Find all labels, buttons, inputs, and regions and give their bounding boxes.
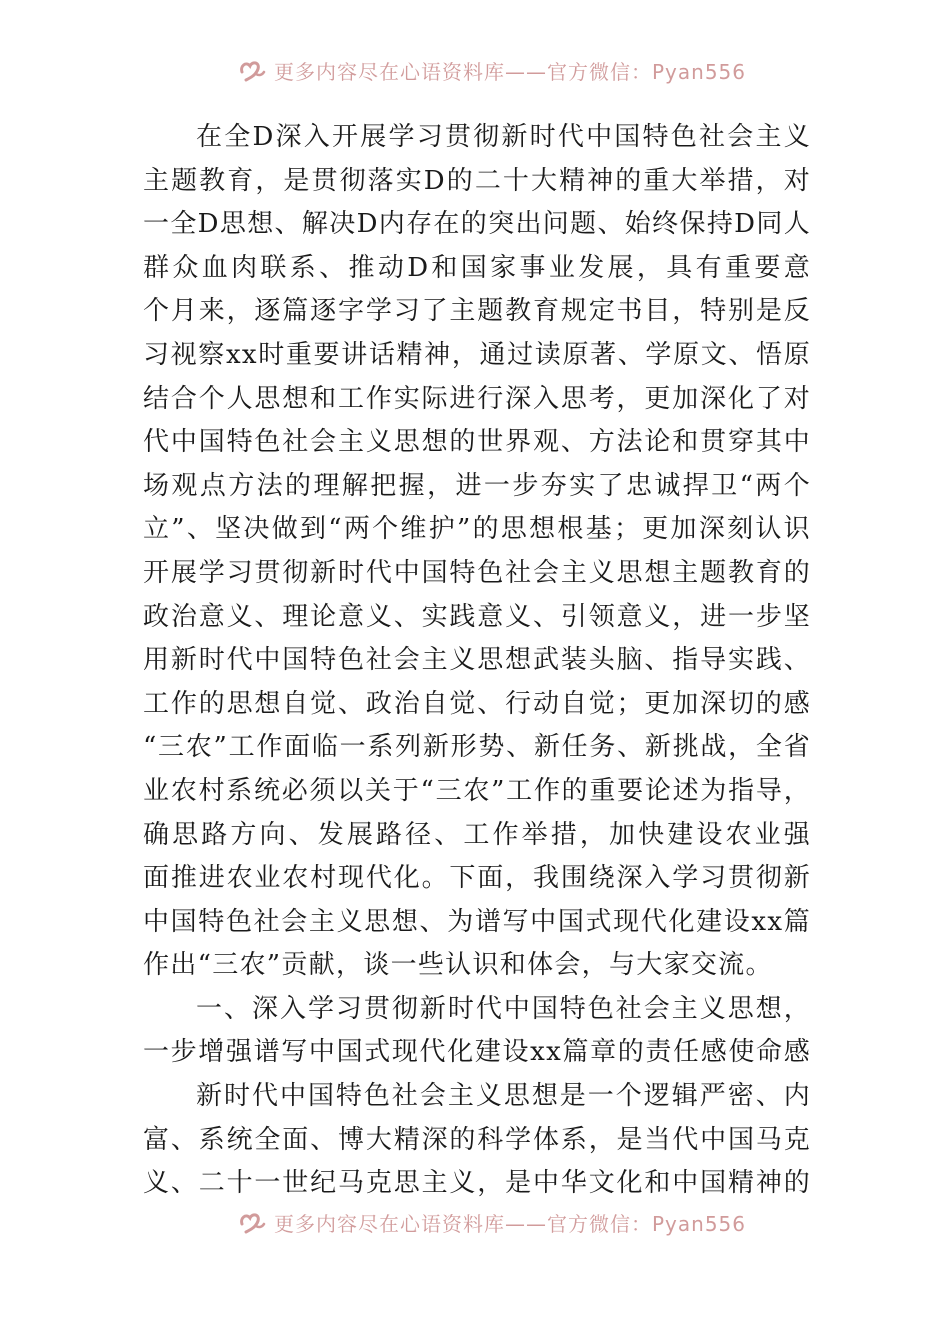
body-line: 开展学习贯彻新时代中国特色社会主义思想主题教育的 [143,557,811,588]
body-line: 工作的思想自觉、政治自觉、行动自觉；更加深切的感 [143,688,811,719]
body-line: 作出“三农”贡献，谈一些认识和体会，与大家交流。 [143,950,773,981]
body-line: 政治意义、理论意义、实践意义、引领意义，进一步坚 [143,601,811,632]
body-line: 富、系统全面、博大精深的科学体系，是当代中国马克 [143,1124,811,1155]
body-line: 业农村系统必须以关于“三农”工作的重要论述为指导， [143,775,811,806]
body-line: 义、二十一世纪马克思主义，是中华文化和中国精神的 [143,1168,811,1199]
body-line: 群众血肉联系、推动D和国家事业发展，具有重要意 [143,252,811,283]
header-watermark [238,56,746,84]
body-line: 新时代中国特色社会主义思想是一个逻辑严密、内 [196,1081,811,1112]
body-line: 个月来，逐篇逐字学习了主题教育规定书目，特别是反 [143,296,811,327]
body-line: 立”、坚决做到“两个维护”的思想根基；更加深刻认识 [143,514,811,545]
body-line: 确思路方向、发展路径、工作举措，加快建设农业强 [143,819,811,850]
body-line: 主题教育，是贯彻落实D的二十大精神的重大举措，对 [143,165,811,196]
footer-watermark [238,1208,746,1236]
document-body [143,116,811,1206]
section-heading-line: 一、深入学习贯彻新时代中国特色社会主义思想， [196,993,811,1024]
body-line: 在全D深入开展学习贯彻新时代中国特色社会主义 [196,122,811,152]
heart-logo-icon [238,1210,266,1234]
body-line: 中国特色社会主义思想、为谱写中国式现代化建设xx篇 [143,906,811,937]
heart-logo-icon [238,58,266,82]
watermark-text: 更多内容尽在心语资料库——官方微信：Pyan556 [274,1211,747,1236]
body-line: 习视察xx时重要讲话精神，通过读原著、学原文、悟原 [143,339,811,370]
body-line: 用新时代中国特色社会主义思想武装头脑、指导实践、 [143,645,811,676]
body-line: 面推进农业农村现代化。下面，我围绕深入学习贯彻新 [143,863,811,894]
body-line: “三农”工作面临一系列新形势、新任务、新挑战，全省 [143,732,811,763]
watermark-text: 更多内容尽在心语资料库——官方微信：Pyan556 [274,59,747,84]
body-line: 一全D思想、解决D内存在的突出问题、始终保持D同人 [143,209,811,240]
section-heading-line: 一步增强谱写中国式现代化建设xx篇章的责任感使命感 [143,1037,811,1068]
body-line: 场观点方法的理解把握，进一步夯实了忠诚捍卫“两个 [143,470,811,501]
body-line: 代中国特色社会主义思想的世界观、方法论和贯穿其中 [143,427,811,458]
body-line: 结合个人思想和工作实际进行深入思考，更加深化了对 [143,383,811,414]
